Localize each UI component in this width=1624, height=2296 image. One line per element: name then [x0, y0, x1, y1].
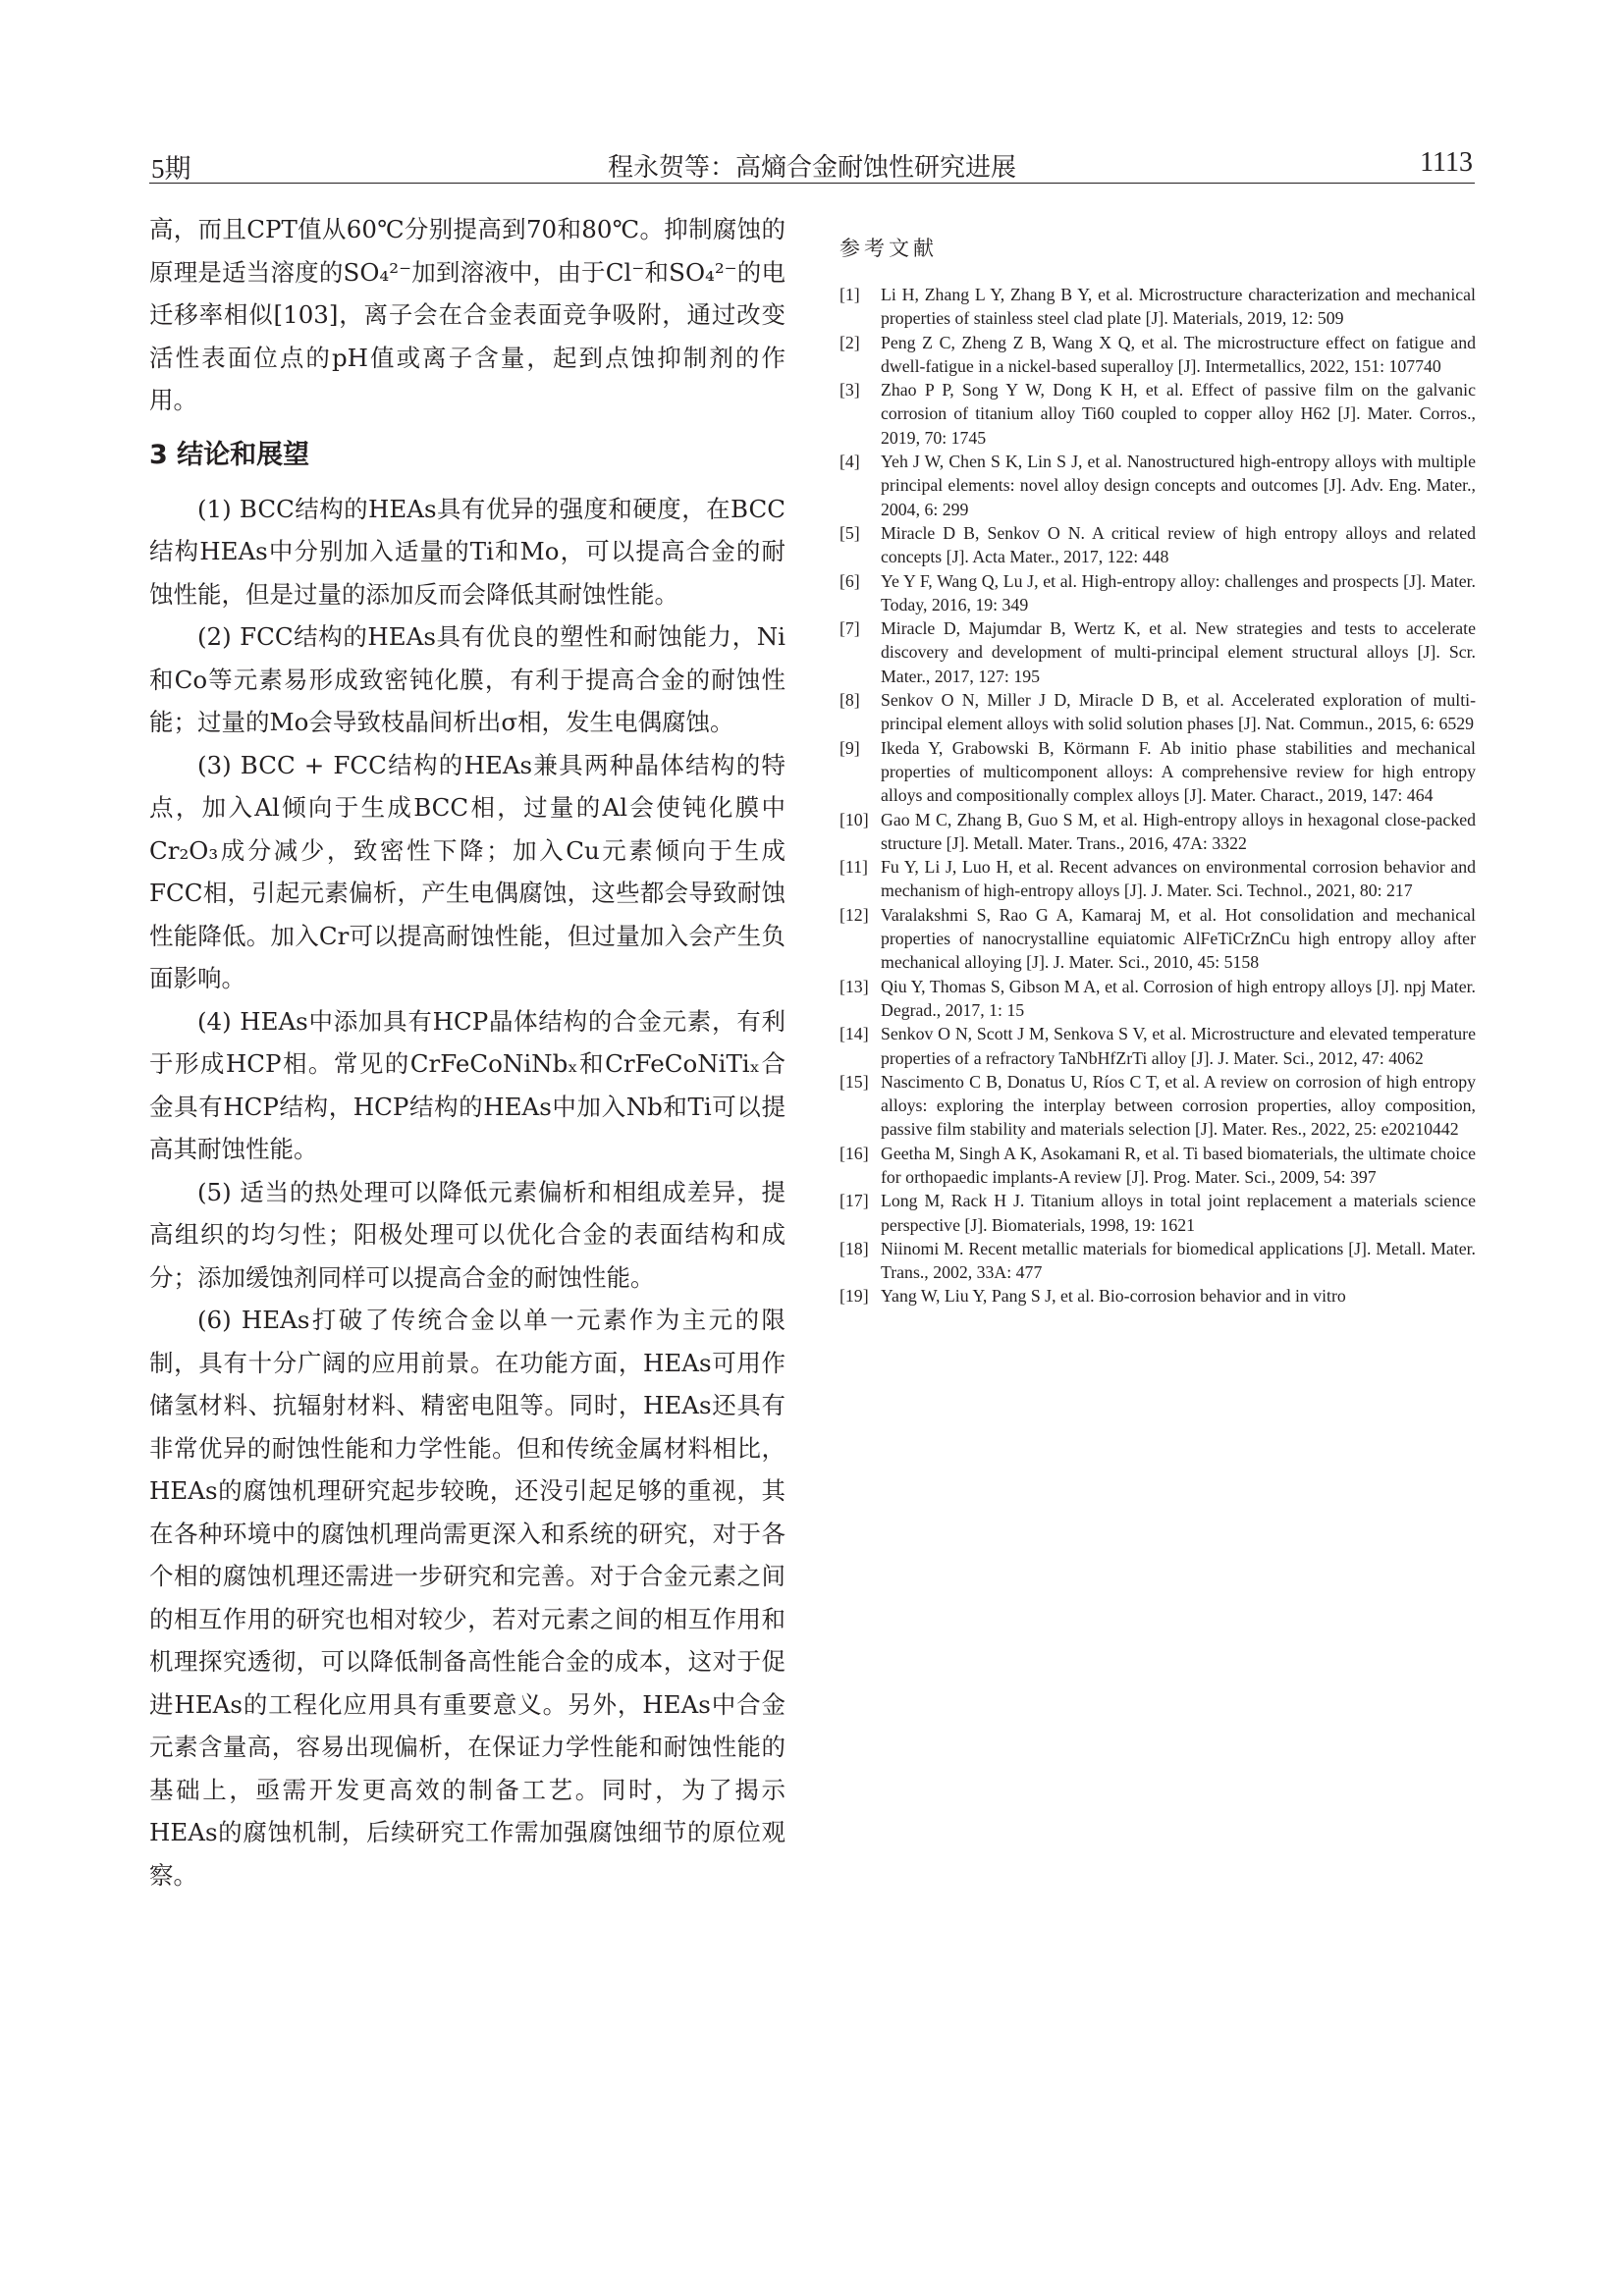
reference-number: [8]	[839, 690, 860, 711]
reference-item	[839, 378, 1476, 450]
reference-number: [10]	[839, 809, 869, 829]
conclusion-paragraph-5: (5) 适当的热处理可以降低元素偏析和相组成差异，提高组织的均匀性；阳极处理可以优化合金的表面结构和成分；添加缓蚀剂同样可以提高合金的耐蚀性能。	[149, 1177, 785, 1292]
reference-text: Yang W, Liu Y, Pang S J, et al. Bio-corrosion behavior and in vitro	[881, 1286, 1346, 1307]
reference-item	[839, 855, 1476, 903]
reference-text: Miracle D B, Senkov O N. A critical review of high entropy alloys and related concepts [J]. Acta Mater., 2017, 122: 448	[881, 522, 1476, 567]
reference-number: [7]	[839, 618, 860, 639]
reference-item	[839, 903, 1476, 975]
reference-text: Fu Y, Li J, Luo H, et al. Recent advances on environmental corrosion behavior and mechanism of high-entropy alloys [J]. J. Mater. Sci. Technol., 2021, 80: 217	[881, 857, 1476, 901]
reference-text: Niinomi M. Recent metallic materials for biomedical applications [J]. Metall. Mater. Trans., 2002, 33A: 477	[881, 1238, 1476, 1283]
reference-item	[839, 616, 1476, 688]
reference-text: Varalakshmi S, Rao G A, Kamaraj M, et al. Hot consolidation and mechanical properties of nanocrystalline equiatomic AlFeTiCrZnCu high entropy alloy after mechanical alloying [J]. J. Mater. Sci., 2010, 45: 5158	[881, 904, 1476, 973]
reference-number: [4]	[839, 452, 860, 472]
reference-item	[839, 736, 1476, 808]
section-heading: 3 结论和展望	[149, 439, 310, 470]
references-column	[839, 236, 1476, 1308]
reference-item	[839, 1237, 1476, 1285]
reference-text: Geetha M, Singh A K, Asokamani R, et al. Ti based biomaterials, the ultimate choice for orthopaedic implants-A review [J]. Prog. Mater. Sci., 2009, 54: 397	[881, 1143, 1476, 1187]
reference-number: [3]	[839, 380, 860, 400]
reference-number: [11]	[839, 857, 868, 878]
left-column	[149, 208, 785, 1896]
reference-number: [15]	[839, 1071, 869, 1092]
reference-item	[839, 450, 1476, 521]
reference-text: Ikeda Y, Grabowski B, Körmann F. Ab initio phase stabilities and mechanical properties of multicomponent alloys: A comprehensive review for high entropy alloys and compositionally complex alloys [J]. Mater. Charact., 2019, 147: 464	[881, 737, 1476, 806]
reference-text: Gao M C, Zhang B, Guo S M, et al. High-entropy alloys in hexagonal close-packed structure [J]. Metall. Mater. Trans., 2016, 47A: 3322	[881, 809, 1476, 853]
reference-item	[839, 1070, 1476, 1142]
reference-item	[839, 975, 1476, 1023]
reference-text: Senkov O N, Scott J M, Senkova S V, et al. Microstructure and elevated temperature properties of a refractory TaNbHfZrTi alloy [J]. J. Mater. Sci., 2012, 47: 4062	[881, 1024, 1476, 1068]
reference-text: Qiu Y, Thomas S, Gibson M A, et al. Corrosion of high entropy alloys [J]. npj Mater. Degrad., 2017, 1: 15	[881, 976, 1476, 1020]
reference-item	[839, 1284, 1476, 1308]
reference-text: Yeh J W, Chen S K, Lin S J, et al. Nanostructured high-entropy alloys with multiple principal elements: novel alloy design concepts and outcomes [J]. Adv. Eng. Mater., 2004, 6: 299	[881, 452, 1476, 519]
conclusion-paragraph-2: (2) FCC结构的HEAs具有优良的塑性和耐蚀能力，Ni和Co等元素易形成致密钝化膜，有利于提高合金的耐蚀性能；过量的Mo会导致枝晶间析出σ相，发生电偶腐蚀。	[149, 622, 785, 736]
reference-number: [12]	[839, 904, 869, 925]
reference-item	[839, 521, 1476, 569]
reference-text: Miracle D, Majumdar B, Wertz K, et al. New strategies and tests to accelerate discovery and development of multi-principal element structural alloys [J]. Scr. Mater., 2017, 127: 195	[881, 618, 1476, 686]
page-number: 1113	[1420, 147, 1473, 178]
conclusion-paragraph-6: (6) HEAs打破了传统合金以单一元素作为主元的限制，具有十分广阔的应用前景。在功能方面，HEAs可用作储氢材料、抗辐射材料、精密电阻等。同时，HEAs还具有非常优异的耐蚀性能和力学性能。但和传统金属材料相比，HEAs的腐蚀机理研究起步较晚，还没引起足够的重视，其在各种环境中的腐蚀机理尚需更深入和系统的研究，对于各个相的腐蚀机理还需进一步研究和完善。对于合金元素之间的相互作用的研究也相对较少，若对元素之间的相互作用和机理探究透彻，可以降低制备高性能合金的成本，这对于促进HEAs的工程化应用具有重要意义。另外，HEAs中合金元素含量高，容易出现偏析，在保证力学性能和耐蚀性能的基础上，亟需开发更高效的制备工艺。同时，为了揭示HEAs的腐蚀机制，后续研究工作需加强腐蚀细节的原位观察。	[149, 1306, 785, 1890]
reference-number: [9]	[839, 737, 860, 758]
reference-text: Senkov O N, Miller J D, Miracle D B, et al. Accelerated exploration of multi-principal element alloys with solid solution phases [J]. Nat. Commun., 2015, 6: 6529	[881, 690, 1476, 734]
reference-item	[839, 808, 1476, 856]
reference-number: [13]	[839, 976, 869, 996]
reference-item	[839, 283, 1476, 331]
reference-item	[839, 331, 1476, 379]
conclusion-paragraph-3: (3) BCC + FCC结构的HEAs兼具两种晶体结构的特点，加入Al倾向于生成BCC相，过量的Al会使钝化膜中Cr₂O₃成分减少，致密性下降；加入Cu元素倾向于生成FCC相，引起元素偏析，产生电偶腐蚀，这些都会导致耐蚀性能降低。加入Cr可以提高耐蚀性能，但过量加入会产生负面影响。	[149, 750, 785, 992]
continuation-paragraph: 高，而且CPT值从60℃分别提高到70和80℃。抑制腐蚀的原理是适当溶度的SO₄²⁻加到溶液中，由于Cl⁻和SO₄²⁻的电迁移率相似[103]，离子会在合金表面竞争吸附，通过改变活性表面位点的pH值或离子含量，起到点蚀抑制剂的作用。	[149, 215, 785, 414]
references-heading: 参考文献	[839, 237, 938, 260]
reference-number: [6]	[839, 570, 860, 591]
reference-text: Li H, Zhang L Y, Zhang B Y, et al. Microstructure characterization and mechanical properties of stainless steel clad plate [J]. Materials, 2019, 12: 509	[881, 285, 1476, 329]
running-title: 程永贺等：高熵合金耐蚀性研究进展	[607, 153, 1016, 182]
reference-number: [17]	[839, 1191, 869, 1211]
reference-item	[839, 1142, 1476, 1190]
reference-number: [5]	[839, 522, 860, 543]
reference-item	[839, 569, 1476, 617]
reference-text: Zhao P P, Song Y W, Dong K H, et al. Effect of passive film on the galvanic corrosion of titanium alloy Ti60 coupled to copper alloy H62 [J]. Mater. Corros., 2019, 70: 1745	[881, 380, 1476, 448]
conclusion-paragraph-4: (4) HEAs中添加具有HCP晶体结构的合金元素，有利于形成HCP相。常见的CrFeCoNiNbₓ和CrFeCoNiTiₓ合金具有HCP结构，HCP结构的HEAs中加入Nb和Ti可以提高其耐蚀性能。	[149, 1006, 785, 1163]
reference-text: Peng Z C, Zheng Z B, Wang X Q, et al. The microstructure effect on fatigue and dwell-fatigue in a nickel-based superalloy [J]. Intermetallics, 2022, 151: 107740	[881, 332, 1476, 376]
reference-number: [19]	[839, 1286, 869, 1307]
reference-number: [18]	[839, 1238, 869, 1258]
reference-number: [16]	[839, 1143, 869, 1163]
reference-text: Nascimento C B, Donatus U, Ríos C T, et al. A review on corrosion of high entropy alloys: exploring the interplay between corrosion properties, alloy composition, passive film stability and materials selection [J]. Mater. Res., 2022, 25: e20210442	[881, 1071, 1476, 1140]
reference-number: [14]	[839, 1024, 869, 1044]
reference-number: [1]	[839, 285, 860, 304]
reference-item	[839, 1022, 1476, 1070]
conclusion-paragraph-1: (1) BCC结构的HEAs具有优异的强度和硬度，在BCC结构HEAs中分别加入适量的Ti和Mo，可以提高合金的耐蚀性能，但是过量的添加反而会降低其耐蚀性能。	[149, 494, 785, 609]
reference-list	[839, 283, 1476, 1308]
reference-text: Long M, Rack H J. Titanium alloys in total joint replacement a materials science perspective [J]. Biomaterials, 1998, 19: 1621	[881, 1191, 1476, 1235]
reference-number: [2]	[839, 332, 860, 352]
page-header	[149, 147, 1475, 184]
reference-text: Ye Y F, Wang Q, Lu J, et al. High-entropy alloy: challenges and prospects [J]. Mater. Today, 2016, 19: 349	[881, 570, 1476, 614]
issue-number: 5期	[151, 154, 191, 184]
reference-item	[839, 1189, 1476, 1237]
reference-item	[839, 688, 1476, 736]
